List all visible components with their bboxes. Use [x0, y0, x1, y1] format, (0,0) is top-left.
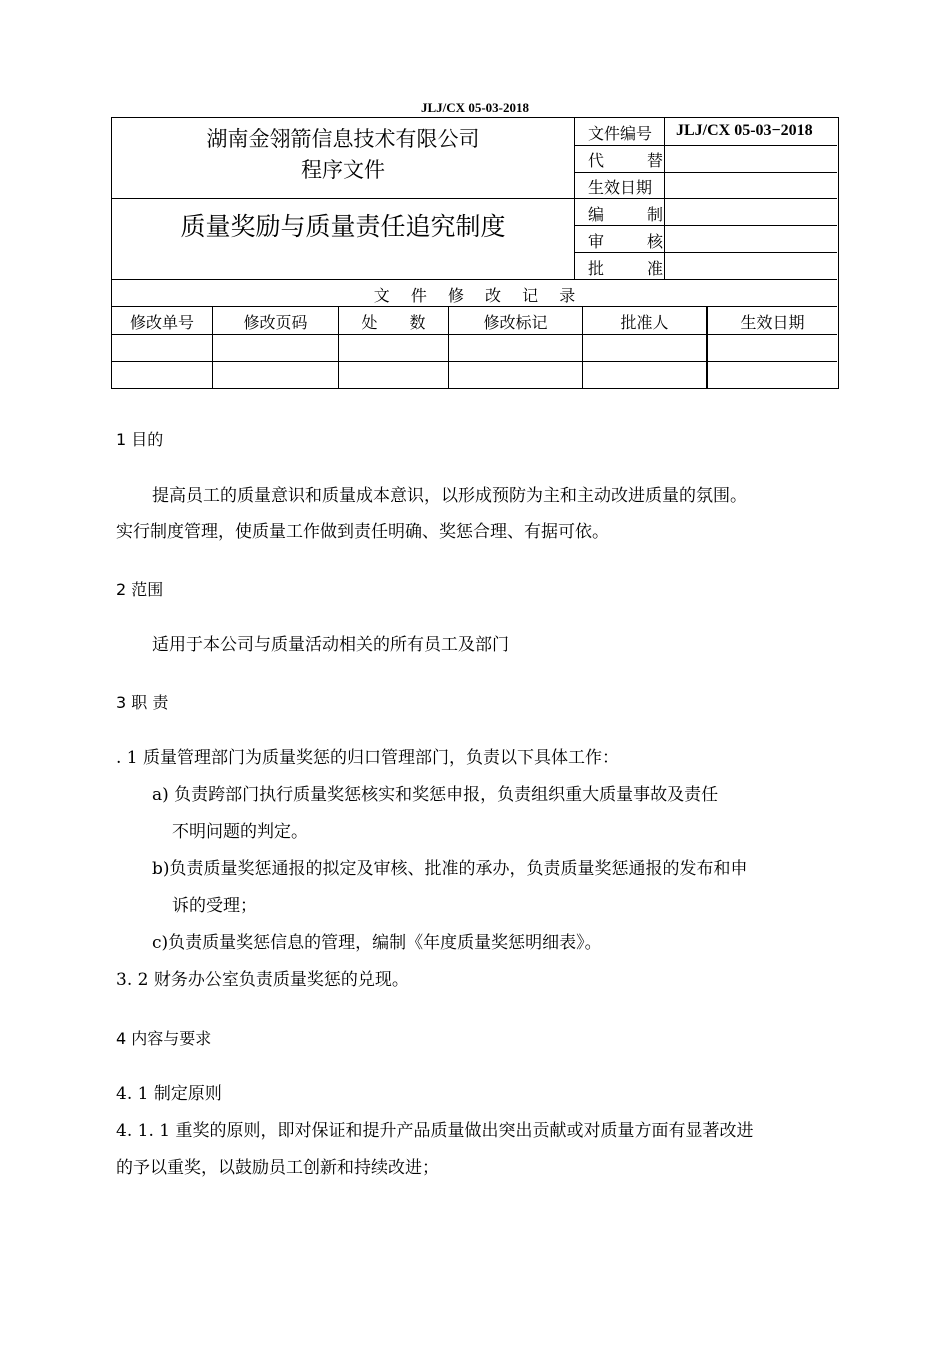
section-heading-responsibility: 3 职 责	[116, 693, 169, 712]
section-heading-purpose: 1 目的	[116, 430, 164, 449]
revision-record-title: 文 件 修 改 记 录	[373, 286, 576, 305]
field-label-replace-b: 替	[647, 151, 664, 170]
revision-col-page: 修改页码	[243, 313, 308, 332]
section-heading-content: 4 内容与要求	[116, 1029, 212, 1048]
revision-col-count: 处 数	[361, 313, 426, 332]
list-item: c)负责质量奖惩信息的管理，编制《年度质量奖惩明细表》。	[152, 933, 602, 953]
grid-line	[574, 172, 837, 173]
revision-col-number: 修改单号	[129, 313, 194, 332]
paragraph: 的予以重奖，以鼓励员工创新和持续改进；	[116, 1158, 439, 1178]
document-code-top: JLJ/CX 05-03-2018	[421, 100, 529, 115]
list-item-continuation: 不明问题的判定。	[172, 822, 308, 842]
grid-line	[574, 118, 575, 279]
paragraph: 实行制度管理，使质量工作做到责任明确、奖惩合理、有据可依。	[116, 522, 609, 542]
grid-line	[112, 361, 837, 362]
list-item-continuation: 诉的受理；	[172, 896, 257, 916]
grid-line	[112, 279, 837, 280]
list-item: b)负责质量奖惩通报的拟定及审核、批准的承办，负责质量奖惩通报的发布和申	[152, 859, 748, 879]
field-label-reviewed-b: 核	[647, 232, 664, 251]
paragraph: 3. 2 财务办公室负责质量奖惩的兑现。	[116, 970, 409, 990]
field-label-doc-number: 文件编号	[588, 124, 653, 143]
paragraph: 4. 1. 1 重奖的原则，即对保证和提升产品质量做出突出贡献或对质量方面有显著改进	[116, 1121, 754, 1141]
list-item: a) 负责跨部门执行质量奖惩核实和奖惩申报，负责组织重大质量事故及责任	[152, 785, 719, 805]
paragraph: . 1 质量管理部门为质量奖惩的归口管理部门，负责以下具体工作：	[116, 748, 620, 768]
grid-line	[112, 334, 837, 335]
subsection-heading: 4. 1 制定原则	[116, 1084, 222, 1104]
grid-line	[574, 198, 837, 199]
grid-line	[664, 118, 665, 279]
section-heading-scope: 2 范围	[116, 580, 164, 599]
field-value-doc-number: JLJ/CX 05-03−2018	[676, 122, 813, 139]
revision-col-approver: 批准人	[620, 313, 669, 332]
document-header-table	[111, 117, 839, 389]
grid-line	[112, 198, 574, 199]
revision-col-effective-date: 生效日期	[740, 313, 805, 332]
company-name: 湖南金翎箭信息技术有限公司	[206, 127, 480, 151]
field-label-replace-a: 代	[588, 151, 605, 170]
field-label-prepared-b: 制	[647, 205, 664, 224]
field-label-approved-a: 批	[588, 259, 605, 278]
field-label-effective-date: 生效日期	[588, 178, 653, 197]
grid-line	[574, 225, 837, 226]
grid-line	[112, 306, 837, 307]
revision-col-mark: 修改标记	[483, 313, 548, 332]
paragraph: 适用于本公司与质量活动相关的所有员工及部门	[152, 635, 509, 655]
field-label-approved-b: 准	[647, 259, 664, 278]
document-title: 质量奖励与质量责任追究制度	[180, 212, 506, 241]
field-label-reviewed-a: 审	[588, 232, 605, 251]
field-label-prepared-a: 编	[588, 205, 605, 224]
grid-line	[574, 145, 837, 146]
document-type: 程序文件	[301, 158, 385, 182]
paragraph: 提高员工的质量意识和质量成本意识，以形成预防为主和主动改进质量的氛围。	[152, 486, 747, 506]
grid-line	[574, 252, 837, 253]
